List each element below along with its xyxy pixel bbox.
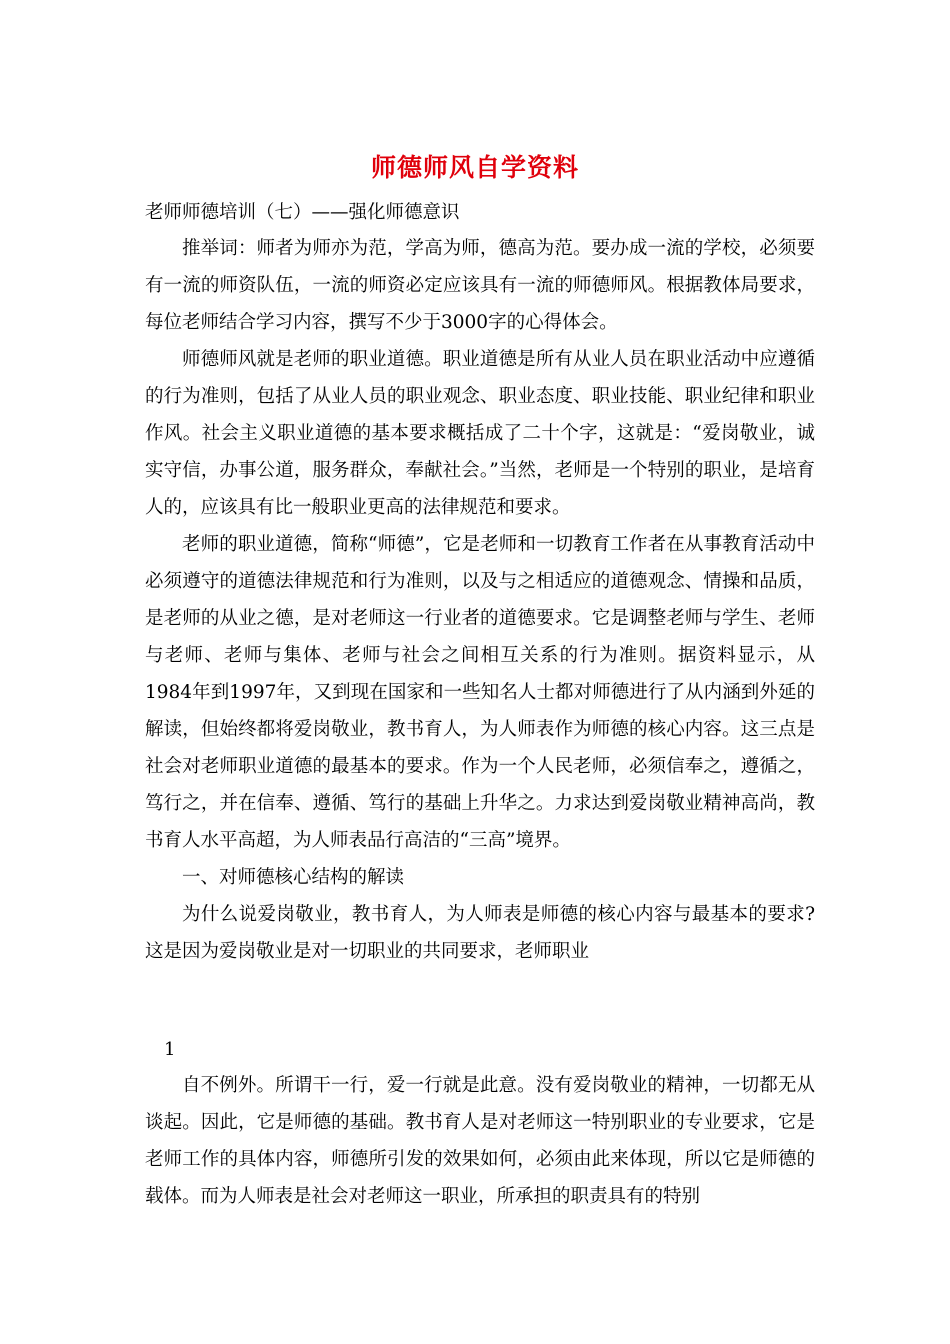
page-number: 1 bbox=[164, 1039, 176, 1060]
document-title: 师德师风自学资料 bbox=[370, 153, 579, 182]
paragraph-core-structure: 为什么说爱岗敬业，教书育人，为人师表是师德的核心内容与最基本的要求?这是因为爱岗敬业是对一切职业的共同要求，老师职业 bbox=[145, 904, 815, 962]
paragraph-professional-ethics: 师德师风就是老师的职业道德。职业道德是所有从业人员在职业活动中应遵循的行为准则，包括了从业人员的职业观念、职业态度、职业技能、职业纪律和职业作风。社会主义职业道德的基本要求概括成了二十个字，这就是：“爱岗敬业，诚实守信，办事公道，服务群众，奉献社会。”当然，老师是一个特别的职业，是培育人的，应该具有比一般职业更高的法律规范和要求。 bbox=[145, 349, 815, 518]
document-body-page-1 bbox=[145, 230, 815, 970]
paragraph-continuation: 自不例外。所谓干一行，爱一行就是此意。没有爱岗敬业的精神，一切都无从谈起。因此，它是师德的基础。教书育人是对老师这一特别职业的专业要求，它是老师工作的具体内容，师德所引发的效果如何，必须由此来体现，所以它是师德的载体。而为人师表是社会对老师这一职业，所承担的职责具有的特别 bbox=[145, 1075, 815, 1207]
paragraph-teacher-ethics: 老师的职业道德，简称“师德”，它是老师和一切教育工作者在从事教育活动中必须遵守的道德法律规范和行为准则，以及与之相适应的道德观念、情操和品质，是老师的从业之德，是对老师这一行业者的道德要求。它是调整老师与学生、老师与老师、老师与集体、老师与社会之间相互关系的行为准则。据资料显示，从1984年到1997年，又到现在国家和一些知名人士都对师德进行了从内涵到外延的解读，但始终都将爱岗敬业，教书育人，为人师表作为师德的核心内容。这三点是社会对老师职业道德的最基本的要求。作为一个人民老师，必须信奉之，遵循之，笃行之，并在信奉、遵循、笃行的基础上升华之。力求达到爱岗敬业精神高尚，教书育人水平高超，为人师表品行高洁的“三高”境界。 bbox=[145, 534, 815, 851]
section-heading: 一、对师德核心结构的解读 bbox=[182, 867, 405, 888]
document-subtitle: 老师师德培训（七）——强化师德意识 bbox=[145, 202, 460, 223]
paragraph-recommendation: 推举词：师者为师亦为范，学高为师，德高为范。要办成一流的学校，必须要有一流的师资队伍，一流的师资必定应该具有一流的师德师风。根据教体局要求，每位老师结合学习内容，撰写不少于3000字的心得体会。 bbox=[145, 238, 815, 333]
document-body-page-2 bbox=[145, 1067, 815, 1215]
